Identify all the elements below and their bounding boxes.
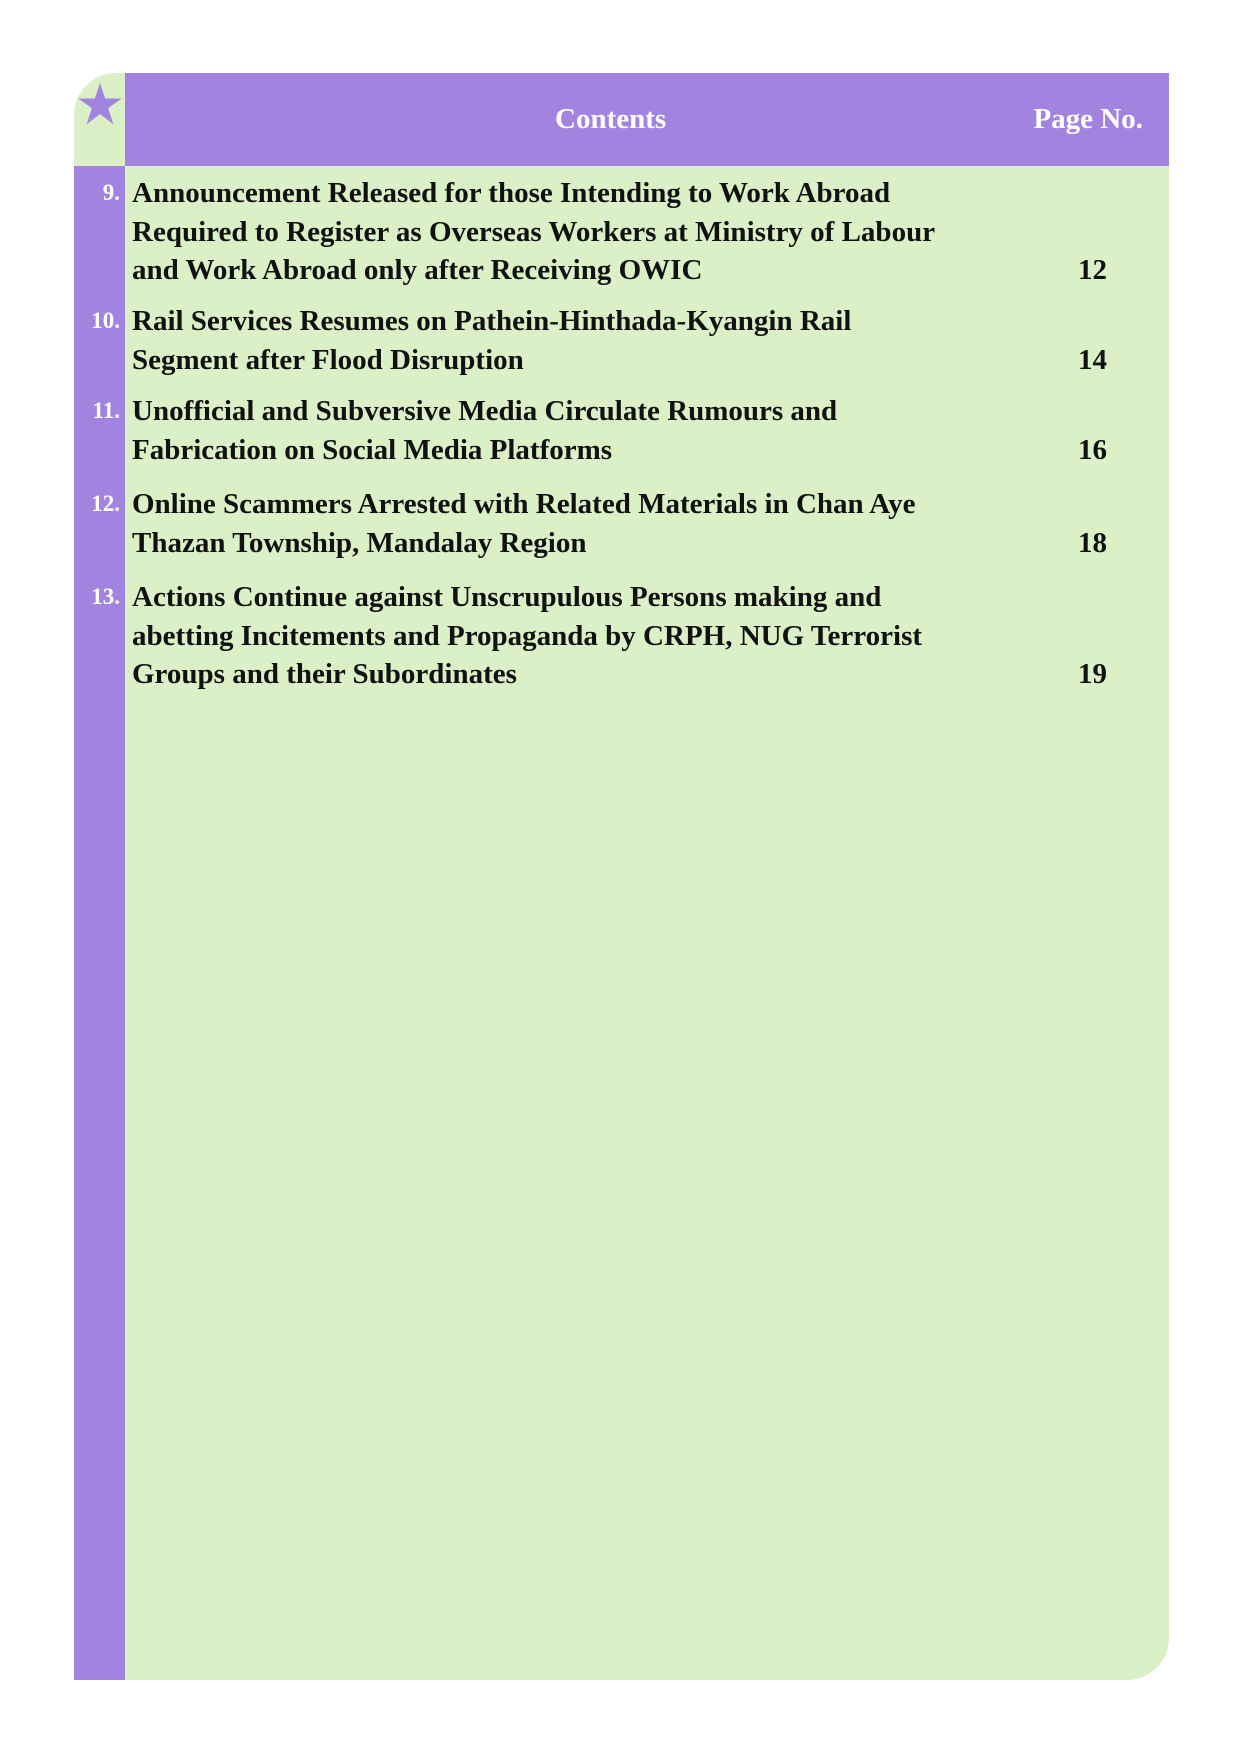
toc-item-number: 11. xyxy=(92,398,120,423)
toc-item-number: 12. xyxy=(91,491,120,516)
toc-item-page: 19 xyxy=(1078,658,1107,690)
toc-item-page: 16 xyxy=(1078,433,1107,466)
left-accent-strip xyxy=(74,166,125,1680)
contents-panel xyxy=(74,73,1169,1680)
toc-item-number: 10. xyxy=(91,308,120,333)
toc-item-title: Announcement Released for those Intending to Work Abroad Required to Register as Overseas Workers at Ministry of Labour and Work Abroad only after Receiving OWIC xyxy=(132,177,936,286)
star-icon xyxy=(77,81,123,127)
toc-item-title: Unofficial and Subversive Media Circulate Rumours and Fabrication on Social Media Platforms xyxy=(132,395,838,466)
contents-heading: Contents xyxy=(555,103,667,135)
toc-item-number: 9. xyxy=(102,180,120,205)
toc-item-title: Online Scammers Arrested with Related Materials in Chan Aye Thazan Township, Mandalay Region xyxy=(132,488,916,559)
toc-item-page: 14 xyxy=(1078,343,1107,376)
page-number-heading: Page No. xyxy=(1033,103,1143,135)
contents-header xyxy=(125,73,1169,166)
toc-item-page: 12 xyxy=(1078,254,1107,286)
toc-item-title: Rail Services Resumes on Pathein-Hinthada-Kyangin Rail Segment after Flood Disruption xyxy=(132,305,852,376)
toc-item-page: 18 xyxy=(1078,526,1107,559)
toc-item-number: 13. xyxy=(91,584,120,609)
toc-item-title: Actions Continue against Unscrupulous Persons making and abetting Incitements and Propaganda by CRPH, NUG Terrorist Groups and their Subordinates xyxy=(132,581,923,690)
